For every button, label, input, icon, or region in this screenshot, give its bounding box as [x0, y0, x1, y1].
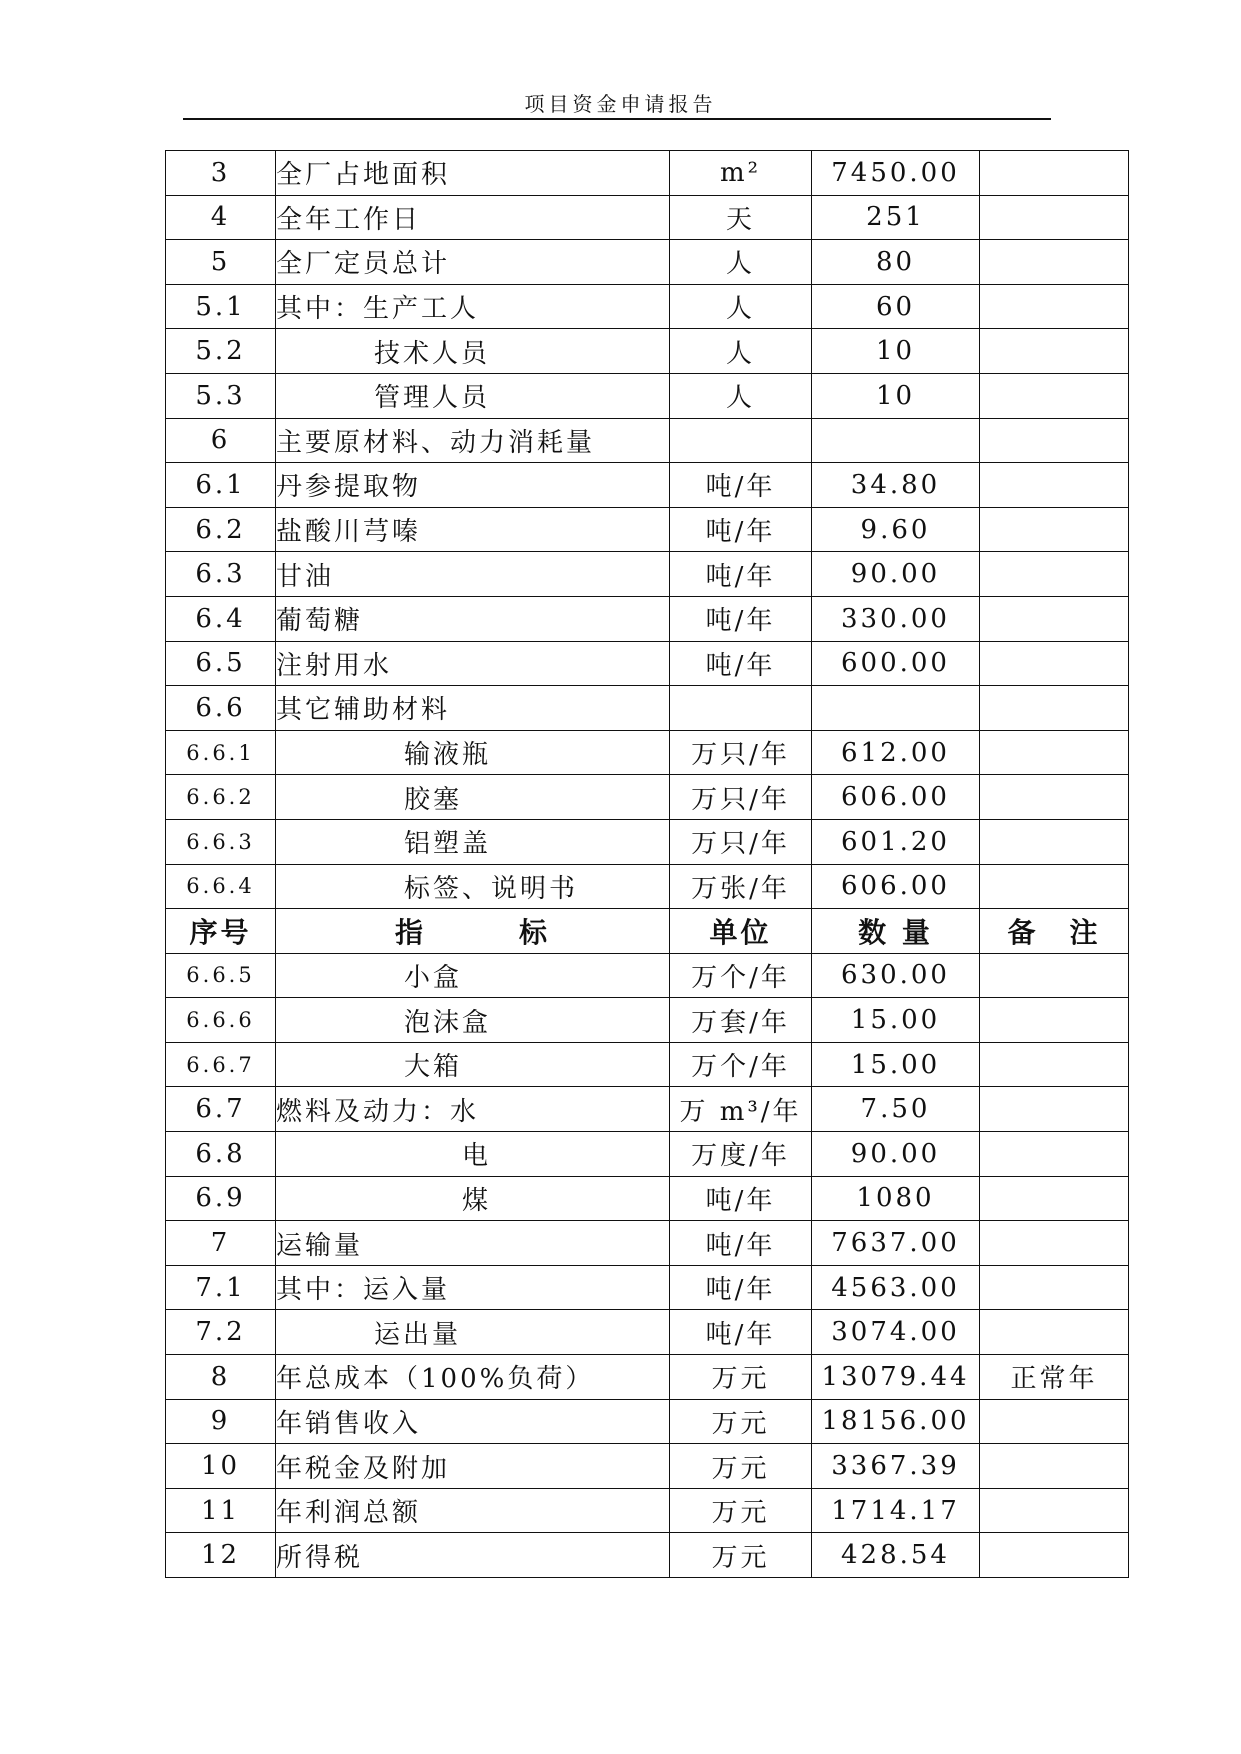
table-row [166, 1444, 1129, 1489]
unit-cell: 万只/年 [670, 819, 812, 864]
note-cell [980, 1132, 1129, 1177]
unit-cell [670, 418, 812, 463]
quantity-cell: 601.20 [812, 819, 980, 864]
table-row [166, 1533, 1129, 1578]
table-row [166, 1087, 1129, 1132]
table-row [166, 195, 1129, 240]
note-cell [980, 1265, 1129, 1310]
quantity-cell: 34.80 [812, 463, 980, 508]
table-row [166, 151, 1129, 196]
unit-cell: 吨/年 [670, 507, 812, 552]
quantity-cell: 630.00 [812, 953, 980, 998]
unit-cell: m² [670, 151, 812, 196]
indicator-name-cell: 泡沫盒 [276, 998, 670, 1043]
note-cell [980, 1399, 1129, 1444]
row-number-cell: 7.2 [166, 1310, 276, 1355]
quantity-cell: 7637.00 [812, 1221, 980, 1266]
indicator-name-cell: 甘油 [276, 552, 670, 597]
note-cell [980, 284, 1129, 329]
row-number-cell: 4 [166, 195, 276, 240]
unit-cell: 万元 [670, 1355, 812, 1400]
note-cell [980, 151, 1129, 196]
table-row [166, 596, 1129, 641]
quantity-cell: 90.00 [812, 1132, 980, 1177]
indicator-name-cell: 年税金及附加 [276, 1444, 670, 1489]
row-number-cell: 6.7 [166, 1087, 276, 1132]
indicator-name-cell: 输液瓶 [276, 730, 670, 775]
row-number-cell: 6.6.7 [166, 1042, 276, 1087]
unit-cell: 万元 [670, 1533, 812, 1578]
unit-cell: 吨/年 [670, 463, 812, 508]
table-row [166, 641, 1129, 686]
note-cell [980, 1042, 1129, 1087]
note-cell [980, 1087, 1129, 1132]
table-row [166, 552, 1129, 597]
table-row [166, 463, 1129, 508]
unit-cell: 吨/年 [670, 1176, 812, 1221]
indicator-table [165, 150, 1129, 1578]
row-number-cell: 6.2 [166, 507, 276, 552]
quantity-cell: 10 [812, 373, 980, 418]
table-row [166, 1221, 1129, 1266]
unit-cell: 人 [670, 329, 812, 374]
quantity-cell: 606.00 [812, 864, 980, 909]
indicator-name-cell: 运输量 [276, 1221, 670, 1266]
indicator-name-cell: 指 标 [276, 909, 670, 954]
indicator-name-cell: 煤 [276, 1176, 670, 1221]
row-number-cell: 6.4 [166, 596, 276, 641]
note-cell [980, 195, 1129, 240]
indicator-name-cell: 其中：生产工人 [276, 284, 670, 329]
unit-cell: 万只/年 [670, 730, 812, 775]
quantity-cell: 9.60 [812, 507, 980, 552]
unit-cell: 万张/年 [670, 864, 812, 909]
table-row [166, 284, 1129, 329]
note-cell [980, 953, 1129, 998]
unit-cell: 吨/年 [670, 596, 812, 641]
table-row [166, 1355, 1129, 1400]
row-number-cell: 5.1 [166, 284, 276, 329]
unit-cell: 万只/年 [670, 775, 812, 820]
table-row [166, 1265, 1129, 1310]
row-number-cell: 6.6.4 [166, 864, 276, 909]
row-number-cell: 6.6.6 [166, 998, 276, 1043]
indicator-name-cell: 管理人员 [276, 373, 670, 418]
row-number-cell: 6.3 [166, 552, 276, 597]
quantity-cell: 60 [812, 284, 980, 329]
note-cell [980, 730, 1129, 775]
indicator-name-cell: 葡萄糖 [276, 596, 670, 641]
indicator-name-cell: 年总成本（100%负荷） [276, 1355, 670, 1400]
row-number-cell: 5.2 [166, 329, 276, 374]
indicator-name-cell: 注射用水 [276, 641, 670, 686]
quantity-cell: 330.00 [812, 596, 980, 641]
quantity-cell: 3367.39 [812, 1444, 980, 1489]
row-number-cell: 10 [166, 1444, 276, 1489]
quantity-cell: 1080 [812, 1176, 980, 1221]
row-number-cell: 9 [166, 1399, 276, 1444]
unit-cell: 万个/年 [670, 953, 812, 998]
indicator-name-cell: 主要原材料、动力消耗量 [276, 418, 670, 463]
indicator-name-cell: 其中：运入量 [276, 1265, 670, 1310]
indicator-name-cell: 燃料及动力：水 [276, 1087, 670, 1132]
indicator-name-cell: 运出量 [276, 1310, 670, 1355]
row-number-cell: 6.6.3 [166, 819, 276, 864]
table-row [166, 775, 1129, 820]
table-row [166, 953, 1129, 998]
row-number-cell: 6.6.1 [166, 730, 276, 775]
note-cell [980, 418, 1129, 463]
table-row [166, 730, 1129, 775]
row-number-cell: 7 [166, 1221, 276, 1266]
note-cell [980, 329, 1129, 374]
indicator-name-cell: 小盒 [276, 953, 670, 998]
row-number-cell: 5.3 [166, 373, 276, 418]
page-header-title: 项目资金申请报告 [524, 92, 717, 116]
quantity-cell: 251 [812, 195, 980, 240]
table-row [166, 373, 1129, 418]
unit-cell: 人 [670, 373, 812, 418]
unit-cell: 万度/年 [670, 1132, 812, 1177]
note-cell [980, 998, 1129, 1043]
quantity-cell [812, 686, 980, 731]
quantity-cell: 15.00 [812, 1042, 980, 1087]
quantity-cell: 90.00 [812, 552, 980, 597]
quantity-cell: 7.50 [812, 1087, 980, 1132]
quantity-cell: 数 量 [812, 909, 980, 954]
indicator-name-cell: 年销售收入 [276, 1399, 670, 1444]
row-number-cell: 6.5 [166, 641, 276, 686]
indicator-name-cell: 丹参提取物 [276, 463, 670, 508]
unit-cell: 单位 [670, 909, 812, 954]
table-row [166, 240, 1129, 285]
note-cell [980, 864, 1129, 909]
row-number-cell: 3 [166, 151, 276, 196]
indicator-name-cell: 年利润总额 [276, 1488, 670, 1533]
note-cell [980, 507, 1129, 552]
table-row [166, 1132, 1129, 1177]
quantity-cell: 600.00 [812, 641, 980, 686]
note-cell [980, 1533, 1129, 1578]
indicator-name-cell: 标签、说明书 [276, 864, 670, 909]
unit-cell: 吨/年 [670, 1265, 812, 1310]
row-number-cell: 7.1 [166, 1265, 276, 1310]
indicator-name-cell: 大箱 [276, 1042, 670, 1087]
quantity-cell: 428.54 [812, 1533, 980, 1578]
note-cell [980, 686, 1129, 731]
table-header-row [166, 909, 1129, 954]
row-number-cell: 6.6.2 [166, 775, 276, 820]
header-rule [183, 118, 1051, 120]
table-row [166, 998, 1129, 1043]
unit-cell: 天 [670, 195, 812, 240]
unit-cell: 万元 [670, 1399, 812, 1444]
note-cell [980, 1221, 1129, 1266]
table-row [166, 329, 1129, 374]
quantity-cell: 3074.00 [812, 1310, 980, 1355]
indicator-name-cell: 盐酸川芎嗪 [276, 507, 670, 552]
table-row [166, 864, 1129, 909]
indicator-name-cell: 电 [276, 1132, 670, 1177]
quantity-cell: 4563.00 [812, 1265, 980, 1310]
note-cell [980, 463, 1129, 508]
quantity-cell: 13079.44 [812, 1355, 980, 1400]
quantity-cell: 7450.00 [812, 151, 980, 196]
table-row [166, 418, 1129, 463]
table-row [166, 1042, 1129, 1087]
note-cell [980, 819, 1129, 864]
unit-cell: 人 [670, 240, 812, 285]
row-number-cell: 8 [166, 1355, 276, 1400]
row-number-cell: 6.6.5 [166, 953, 276, 998]
indicator-name-cell: 技术人员 [276, 329, 670, 374]
table-row [166, 1310, 1129, 1355]
note-cell [980, 596, 1129, 641]
note-cell [980, 240, 1129, 285]
note-cell [980, 1444, 1129, 1489]
indicator-name-cell: 全厂定员总计 [276, 240, 670, 285]
indicator-name-cell: 其它辅助材料 [276, 686, 670, 731]
indicator-name-cell: 全厂占地面积 [276, 151, 670, 196]
indicator-name-cell: 铝塑盖 [276, 819, 670, 864]
table-row [166, 1488, 1129, 1533]
row-number-cell: 5 [166, 240, 276, 285]
quantity-cell [812, 418, 980, 463]
quantity-cell: 80 [812, 240, 980, 285]
unit-cell: 万元 [670, 1488, 812, 1533]
row-number-cell: 6.8 [166, 1132, 276, 1177]
table-row [166, 507, 1129, 552]
indicator-name-cell: 全年工作日 [276, 195, 670, 240]
row-number-cell: 6.9 [166, 1176, 276, 1221]
note-cell: 备 注 [980, 909, 1129, 954]
unit-cell: 万个/年 [670, 1042, 812, 1087]
unit-cell: 吨/年 [670, 641, 812, 686]
row-number-cell: 6.1 [166, 463, 276, 508]
row-number-cell: 11 [166, 1488, 276, 1533]
row-number-cell: 12 [166, 1533, 276, 1578]
note-cell [980, 775, 1129, 820]
quantity-cell: 606.00 [812, 775, 980, 820]
row-number-cell: 6.6 [166, 686, 276, 731]
quantity-cell: 15.00 [812, 998, 980, 1043]
table-row [166, 819, 1129, 864]
note-cell [980, 1176, 1129, 1221]
unit-cell: 万套/年 [670, 998, 812, 1043]
unit-cell: 吨/年 [670, 552, 812, 597]
note-cell [980, 1488, 1129, 1533]
table-row [166, 1176, 1129, 1221]
indicator-name-cell: 所得税 [276, 1533, 670, 1578]
unit-cell [670, 686, 812, 731]
quantity-cell: 612.00 [812, 730, 980, 775]
note-cell: 正常年 [980, 1355, 1129, 1400]
row-number-cell: 6 [166, 418, 276, 463]
quantity-cell: 1714.17 [812, 1488, 980, 1533]
note-cell [980, 552, 1129, 597]
unit-cell: 吨/年 [670, 1221, 812, 1266]
table-row [166, 1399, 1129, 1444]
indicator-table-body [166, 151, 1129, 1578]
note-cell [980, 641, 1129, 686]
row-number-cell: 序号 [166, 909, 276, 954]
unit-cell: 吨/年 [670, 1310, 812, 1355]
unit-cell: 万 m³/年 [670, 1087, 812, 1132]
quantity-cell: 10 [812, 329, 980, 374]
note-cell [980, 1310, 1129, 1355]
quantity-cell: 18156.00 [812, 1399, 980, 1444]
table-row [166, 686, 1129, 731]
unit-cell: 人 [670, 284, 812, 329]
indicator-name-cell: 胶塞 [276, 775, 670, 820]
unit-cell: 万元 [670, 1444, 812, 1489]
note-cell [980, 373, 1129, 418]
